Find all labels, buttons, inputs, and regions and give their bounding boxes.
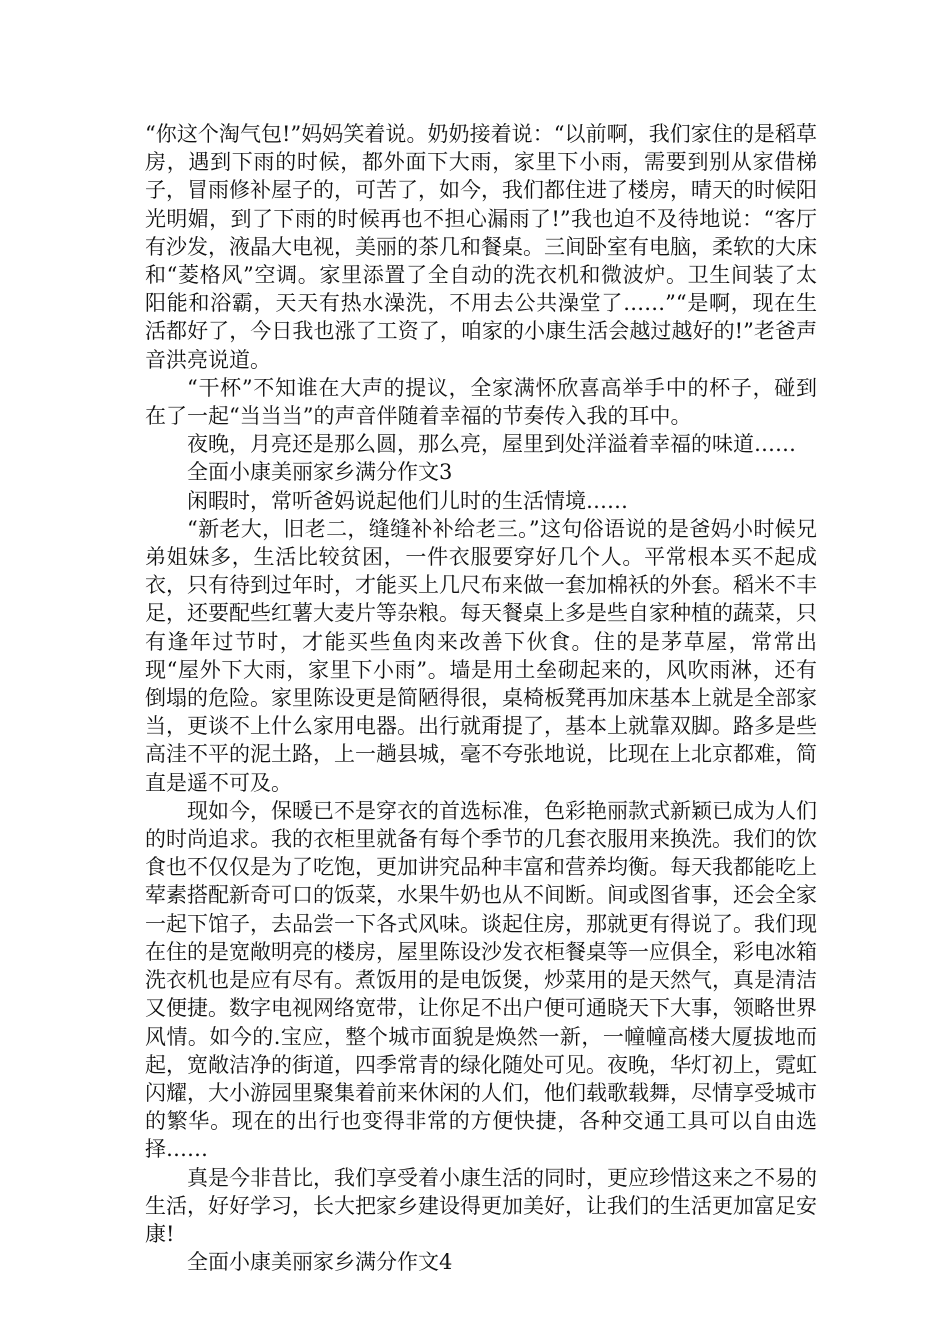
paragraph-3: 夜晚，月亮还是那么圆，那么亮，屋里到处洋溢着幸福的味道……: [187, 432, 796, 457]
paragraph-5: “新老大，旧老二，缝缝补补给老三。”这句俗语说的是爸妈小时候兄弟姐妹多，生活比较贫困，一件衣服要穿好几个人。平常根本买不起成衣，只有待到过年时，才能买上几尺布来做一套加棉袄的外套。稻米不丰足，还要配些红薯大麦片等杂粮。每天餐桌上多是些自家种植的蔬菜，只有逢年过节时，才能买些鱼肉来改善下伙食。住的是茅草屋，常常出现“屋外下大雨，家里下小雨”。墙是用土垒砌起来的，风吹雨淋，还有倒塌的危险。家里陈设更是简陋得很，桌椅板凳再加床基本上就是全部家当，更谈不上什么家用电器。出行就甭提了，基本上就靠双脚。路多是些高洼不平的泥土路，上一趟县城，毫不夸张地说，比现在上北京都难，简直是遥不可及。: [145, 516, 817, 795]
paragraph-4: 闲暇时，常听爸妈说起他们儿时的生活情境……: [187, 488, 628, 513]
section-heading-3: 全面小康美丽家乡满分作文3: [187, 460, 453, 485]
paragraph-7: 真是今非昔比，我们享受着小康生活的同时，更应珍惜这来之不易的生活，好好学习，长大把家乡建设得更加美好，让我们的生活更加富足安康!: [145, 1165, 817, 1246]
section-heading-4: 全面小康美丽家乡满分作文4: [187, 1250, 453, 1275]
document-page: [145, 120, 817, 1276]
paragraph-2: “干杯”不知谁在大声的提议，全家满怀欣喜高举手中的杯子，碰到在了一起“当当当”的声音伴随着幸福的节奏传入我的耳中。: [145, 375, 817, 429]
paragraph-1: “你这个淘气包!”妈妈笑着说。奶奶接着说：“以前啊，我们家住的是稻草房，遇到下雨的时候，都外面下大雨，家里下小雨，需要到别从家借梯子，冒雨修补屋子的，可苦了，如今，我们都住进了楼房，晴天的时候阳光明媚，到了下雨的时候再也不担心漏雨了!”我也迫不及待地说：“客厅有沙发，液晶大电视，美丽的茶几和餐桌。三间卧室有电脑，柔软的大床和“菱格风”空调。家里添置了全自动的洗衣机和微波炉。卫生间装了太阳能和浴霸，天天有热水澡洗，不用去公共澡堂了……”“是啊，现在生活都好了，今日我也涨了工资了，咱家的小康生活会越过越好的!”老爸声音洪亮说道。: [145, 122, 817, 372]
paragraph-6: 现如今，保暖已不是穿衣的首选标准，色彩艳丽款式新颖已成为人们的时尚追求。我的衣柜里就备有每个季节的几套衣服用来换洗。我们的饮食也不仅仅是为了吃饱，更加讲究品种丰富和营养均衡。每天我都能吃上荤素搭配新奇可口的饭菜，水果牛奶也从不间断。间或图省事，还会全家一起下馆子，去品尝一下各式风味。谈起住房，那就更有得说了。我们现在住的是宽敞明亮的楼房，屋里陈设沙发衣柜餐桌等一应俱全，彩电冰箱洗衣机也是应有尽有。煮饭用的是电饭煲，炒菜用的是天然气，真是清洁又便捷。数字电视网络宽带，让你足不出户便可通晓天下大事，领略世界风情。如今的.宝应，整个城市面貌是焕然一新，一幢幢高楼大厦拔地而起，宽敞洁净的街道，四季常青的绿化随处可见。夜晚，华灯初上，霓虹闪耀，大小游园里聚集着前来休闲的人们，他们载歌载舞，尽情享受城市的繁华。现在的出行也变得非常的方便快捷，各种交通工具可以自由选择……: [145, 798, 817, 1162]
